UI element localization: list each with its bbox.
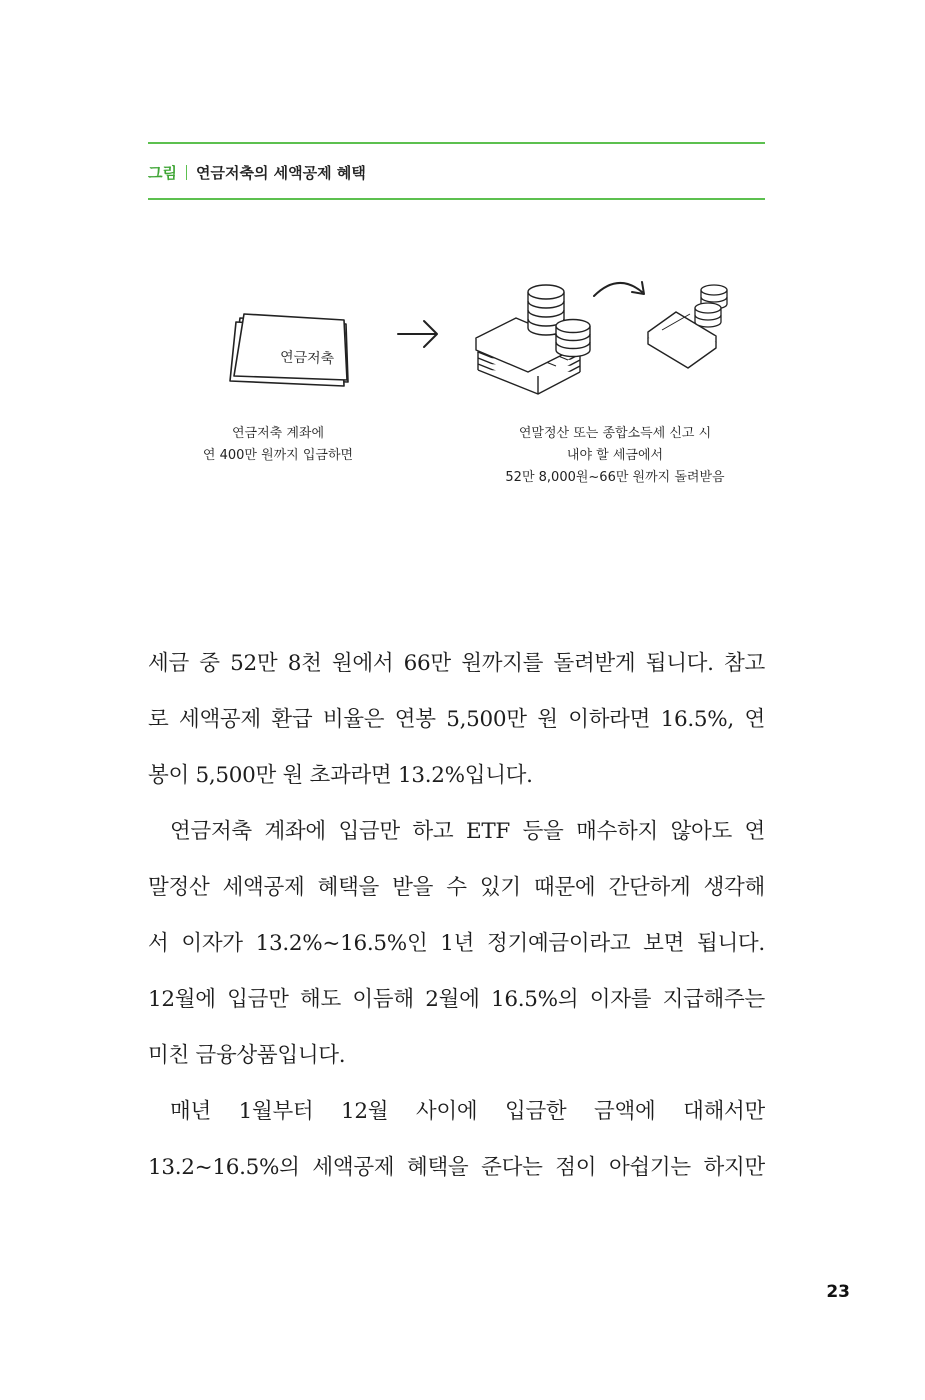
right-caption-line: 52만 8,000원~66만 원까지 돌려받음 (505, 470, 725, 485)
body-word: 13.2~16.5%의 (148, 1155, 300, 1180)
body-word: 2월에 (425, 987, 480, 1012)
page-number: 23 (826, 1282, 850, 1302)
body-word: 16.5%의 (491, 987, 579, 1012)
body-word: 비율은 (322, 707, 385, 732)
body-word: ETF (465, 819, 510, 844)
body-word: 8천 (287, 651, 322, 676)
body-word: 보면 (643, 931, 685, 956)
body-word: 서 (148, 931, 169, 956)
body-word: 않아도 (670, 819, 732, 844)
booklet-icon (230, 314, 348, 386)
body-word: 원까지를 (461, 651, 544, 676)
figure-caption (148, 160, 366, 184)
body-line (148, 636, 765, 692)
body-word: 환급 (271, 707, 313, 732)
right-caption-line: 내야 할 세금에서 (566, 448, 664, 463)
body-word: 정기예금이라고 (487, 931, 631, 956)
body-word: 세액공제 (178, 707, 261, 732)
body-word: 됩니다. (696, 931, 765, 956)
body-word: 혜택을 (317, 875, 380, 900)
body-word: 66만 (403, 651, 451, 676)
body-line (148, 972, 765, 1028)
right-caption (470, 423, 760, 489)
body-word: 해도 (300, 987, 341, 1012)
body-word: 1월부터 (238, 1099, 314, 1124)
body-word: 연금저축 (170, 819, 252, 844)
body-word: 돌려받게 (553, 651, 636, 676)
body-word: 준다는 (481, 1155, 543, 1180)
body-word: 연 (744, 707, 765, 732)
left-caption-line: 연 400만 원까지 입금하면 (202, 448, 354, 463)
body-word: 지급해주는 (662, 987, 765, 1012)
booklet-label: 연금저축 (279, 349, 335, 368)
body-line (148, 692, 765, 748)
caption-separator (186, 165, 187, 180)
body-line (148, 1084, 765, 1140)
body-word: 이하라면 (568, 707, 651, 732)
body-word: 세액공제 (312, 1155, 395, 1180)
body-word: 참고 (724, 651, 765, 676)
body-word: 하지만 (703, 1155, 765, 1180)
body-word: 연 (744, 819, 765, 844)
body-word: 하고 (412, 819, 454, 844)
small-coin-stack-icon (695, 285, 727, 327)
body-word: 13.2%~16.5%인 (255, 931, 428, 956)
body-word: 등을 (522, 819, 564, 844)
body-word: 12월에 (148, 987, 216, 1012)
body-word: 1년 (440, 931, 475, 956)
figure-caption-label: 그림 (148, 163, 177, 182)
body-word: 5,500만 (446, 707, 527, 732)
body-word: 세금 (148, 651, 189, 676)
body-word: 계좌에 (264, 819, 326, 844)
body-line (148, 860, 765, 916)
body-word: 받을 (392, 875, 434, 900)
body-word: 연봉 (394, 707, 436, 732)
body-word: 이자를 (589, 987, 652, 1012)
body-word: 혜택을 (406, 1155, 469, 1180)
caption-top-rule (148, 142, 765, 144)
curved-arrow-icon (594, 282, 644, 296)
arrow-right-icon (398, 321, 437, 347)
body-line (148, 916, 765, 972)
body-line (148, 1140, 765, 1196)
body-word: 사이에 (415, 1099, 478, 1124)
body-word: 매수하지 (576, 819, 658, 844)
body-line (148, 804, 765, 860)
body-word: 됩니다. (645, 651, 714, 676)
body-word: 원에서 (331, 651, 394, 676)
figure-caption-title: 연금저축의 세액공제 혜택 (195, 163, 366, 182)
left-caption (178, 423, 378, 467)
body-word: 로 (148, 707, 169, 732)
body-line: 미친 금융상품입니다. (148, 1043, 346, 1068)
body-word: 입금만 (338, 819, 400, 844)
body-word: 생각해 (703, 875, 765, 900)
body-word: 12월 (341, 1099, 389, 1124)
body-word: 52만 (230, 651, 278, 676)
body-word: 말정산 (148, 875, 210, 900)
body-word: 이듬해 (352, 987, 414, 1012)
body-word: 간단하게 (608, 875, 691, 900)
figure-illustration (148, 270, 765, 420)
body-word: 원 (537, 707, 558, 732)
caption-bottom-rule (148, 198, 765, 200)
body-word: 금액에 (594, 1099, 656, 1124)
right-caption-line: 연말정산 또는 종합소득세 신고 시 (518, 426, 712, 441)
left-caption-line: 연금저축 계좌에 (231, 426, 325, 441)
body-word: 점이 (555, 1155, 597, 1180)
tax-deduction-figure (148, 270, 765, 500)
body-word: 대해서만 (683, 1099, 765, 1124)
body-word: 이자가 (181, 931, 243, 956)
body-word: 매년 (170, 1099, 211, 1124)
body-line: 봉이 5,500만 원 초과라면 13.2%입니다. (148, 763, 533, 788)
body-word: 아쉽기는 (608, 1155, 691, 1180)
body-word: 때문에 (533, 875, 596, 900)
body-word: 입금만 (227, 987, 289, 1012)
body-word: 16.5%, (660, 707, 734, 732)
body-word: 입금한 (504, 1099, 567, 1124)
body-text (148, 636, 765, 1196)
body-word: 중 (199, 651, 220, 676)
body-word: 수 (446, 875, 467, 900)
body-word: 있기 (479, 875, 521, 900)
body-word: 세액공제 (222, 875, 305, 900)
